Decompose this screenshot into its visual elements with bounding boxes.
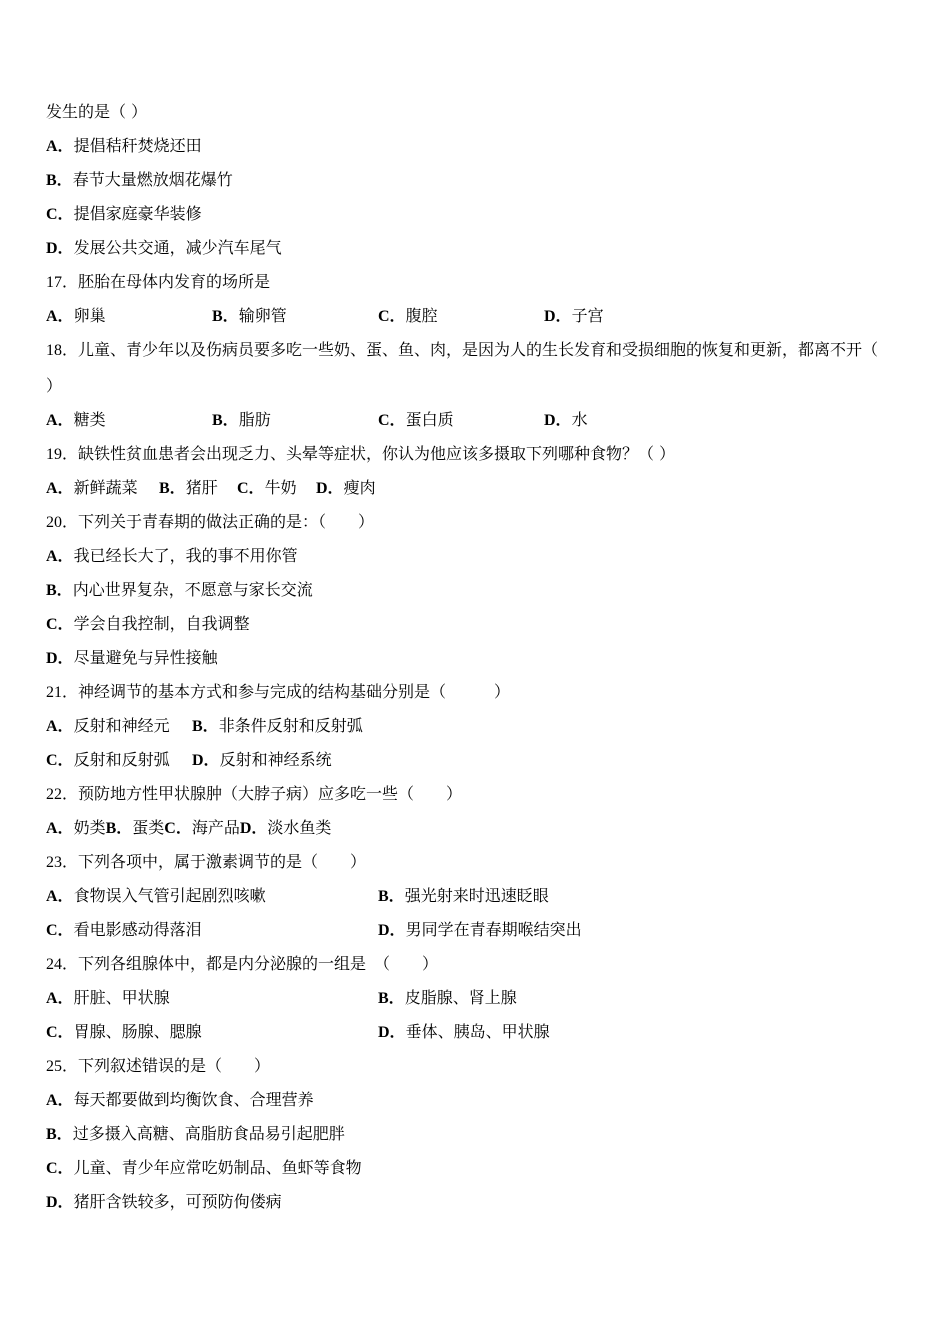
q22-option-d: D．淡水鱼类 <box>239 818 332 837</box>
q16-option-b: B．春节大量燃放烟花爆竹 <box>46 170 233 189</box>
q17-number: 17． <box>46 274 79 291</box>
q18-stem-continued: ） <box>46 376 63 395</box>
q22-options-row <box>46 816 331 840</box>
q17-option-a: A．卵巢 <box>46 306 106 325</box>
q18-option-c: C．蛋白质 <box>378 410 454 429</box>
q24-number: 24． <box>46 956 79 973</box>
q16-stem-text: 发生的是（ ） <box>46 102 148 121</box>
q17-option-d: D．子宫 <box>544 306 604 325</box>
q16-option-c: C．提倡家庭豪华装修 <box>46 204 202 223</box>
q23-option-b: B．强光射来时迅速眨眼 <box>378 886 549 905</box>
q22-option-c: C．海产品 <box>164 818 240 837</box>
q25-stem: 25．下列叙述错误的是（ ） <box>46 1056 271 1075</box>
q25-option-d: D．猪肝含铁较多，可预防佝偻病 <box>46 1192 282 1211</box>
q22-stem: 22．预防地方性甲状腺肿（大脖子病）应多吃一些（ ） <box>46 784 463 803</box>
q22-option-b: B．蛋类 <box>105 818 165 837</box>
q19-option-c: C．牛奶 <box>237 478 297 497</box>
q19-number: 19． <box>46 446 79 463</box>
q21-stem: 21．神经调节的基本方式和参与完成的结构基础分别是（ ） <box>46 682 511 701</box>
q20-option-c: C．学会自我控制，自我调整 <box>46 614 250 633</box>
q18-option-b: B．脂肪 <box>212 410 271 429</box>
q25-option-a: A．每天都要做到均衡饮食、合理营养 <box>46 1090 314 1109</box>
q16-option-d: D．发展公共交通，减少汽车尾气 <box>46 238 282 257</box>
q21-option-a: A．反射和神经元 <box>46 716 170 735</box>
q19-option-a: A．新鲜蔬菜 <box>46 478 138 497</box>
q21-option-b: B．非条件反射和反射弧 <box>192 716 363 735</box>
q18-option-d: D．水 <box>544 410 588 429</box>
q24-stem: 24．下列各组腺体中，都是内分泌腺的一组是 （ ） <box>46 954 439 973</box>
q19-option-b: B．猪肝 <box>159 478 218 497</box>
q24-option-d: D．垂体、胰岛、甲状腺 <box>378 1022 550 1041</box>
q25-option-b: B．过多摄入高糖、高脂肪食品易引起肥胖 <box>46 1124 345 1143</box>
q25-number: 25． <box>46 1058 79 1075</box>
q22-number: 22． <box>46 786 79 803</box>
q18-option-a: A．糖类 <box>46 410 106 429</box>
q16-option-a: A．提倡秸秆焚烧还田 <box>46 136 202 155</box>
q16-stem-tail <box>46 100 147 124</box>
q20-number: 20． <box>46 514 79 531</box>
q21-option-c: C．反射和反射弧 <box>46 750 170 769</box>
q23-number: 23． <box>46 854 79 871</box>
q20-option-a: A．我已经长大了，我的事不用你管 <box>46 546 298 565</box>
q19-stem: 19．缺铁性贫血患者会出现乏力、头晕等症状，你认为他应该多摄取下列哪种食物？（ ） <box>46 444 676 463</box>
q20-option-d: D．尽量避免与异性接触 <box>46 648 218 667</box>
q17-option-c: C．腹腔 <box>378 306 438 325</box>
q19-option-d: D．瘦肉 <box>316 478 376 497</box>
q21-number: 21． <box>46 684 79 701</box>
q21-option-d: D．反射和神经系统 <box>192 750 332 769</box>
q24-option-a: A．肝脏、甲状腺 <box>46 988 170 1007</box>
q23-option-c: C．看电影感动得落泪 <box>46 920 202 939</box>
q24-option-b: B．皮脂腺、肾上腺 <box>378 988 517 1007</box>
q20-option-b: B．内心世界复杂，不愿意与家长交流 <box>46 580 313 599</box>
q18-stem: 18．儿童、青少年以及伤病员要多吃一些奶、蛋、鱼、肉，是因为人的生长发育和受损细胞的恢复和更新，都离不开（ <box>46 340 879 359</box>
q24-option-c: C．胃腺、肠腺、腮腺 <box>46 1022 202 1041</box>
q23-option-a: A．食物误入气管引起剧烈咳嗽 <box>46 886 266 905</box>
q23-option-d: D．男同学在青春期喉结突出 <box>378 920 582 939</box>
q25-option-c: C．儿童、青少年应常吃奶制品、鱼虾等食物 <box>46 1158 362 1177</box>
q23-stem: 23．下列各项中，属于激素调节的是（ ） <box>46 852 367 871</box>
q17-stem: 17．胚胎在母体内发育的场所是 <box>46 272 271 291</box>
q18-number: 18． <box>46 342 79 359</box>
q20-stem: 20．下列关于青春期的做法正确的是：（ ） <box>46 512 375 531</box>
q22-option-a: A．奶类 <box>46 818 106 837</box>
q17-option-b: B．输卵管 <box>212 306 287 325</box>
